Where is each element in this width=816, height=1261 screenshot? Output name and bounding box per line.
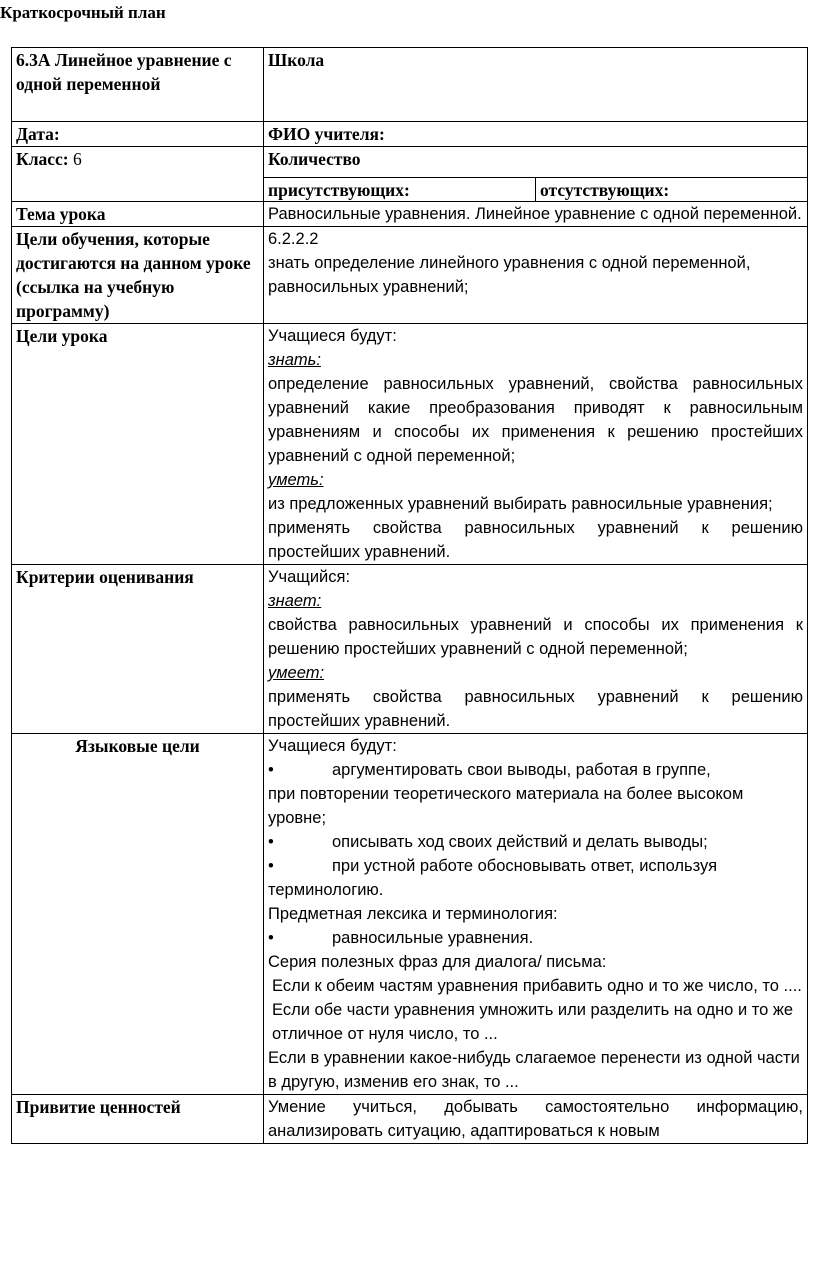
class-cell [12,147,264,202]
count-cell [264,147,808,202]
criteria-row [12,565,808,734]
lesson-goals-can-text-1: из предложенных уравнений выбирать равносильные уравнения; [268,495,773,513]
phrases-label: Серия полезных фраз для диалога/ письма: [268,953,607,971]
learning-goals-code: 6.2.2.2 [268,230,319,248]
criteria-cell [264,565,808,734]
bullet-text: аргументировать свои выводы, работая в группе, [332,761,711,779]
absent-label: отсутствующих: [535,178,807,202]
know-text-c: и способы их применения к решению простейших уравнений с одной переменной; [268,423,803,465]
language-goal-bullet-1 [268,758,803,782]
topic-value: Равносильные уравнения. Линейное уравнение с одной переменной. [264,202,808,227]
date-label: Дата: [12,122,264,147]
header-row-unit [12,48,808,122]
learning-goals-cell [264,227,808,324]
language-goals-row [12,734,808,1095]
language-goals-intro: Учащиеся будут: [268,737,397,755]
learning-goals-row [12,227,808,324]
bullet-dot: • [268,857,274,875]
phrase-1: Если к обеим частям уравнения прибавить одно и то же число, то .... [272,977,802,995]
vocab-item: равносильные уравнения. [332,929,534,947]
lesson-goals-cell [264,324,808,565]
language-goals-label: Языковые цели [12,734,264,1095]
document-title: Краткосрочный план [0,3,166,22]
bullet-text: описывать ход своих действий и делать выводы; [332,833,708,851]
vocab-label: Предметная лексика и терминология: [268,905,558,923]
school-label: Школа [264,48,808,122]
topic-label: Тема урока [12,202,264,227]
phrase-3: Если в уравнении какое-нибудь слагаемое перенести из одной части в другую, изменив его знак, то ... [268,1049,800,1091]
present-label: присутствующих: [268,180,410,200]
lesson-goals-intro: Учащиеся будут: [268,327,397,345]
bullet-dot: • [268,929,274,947]
bullet-dot: • [268,761,274,779]
lesson-goals-row [12,324,808,565]
class-label: Класс: [16,149,69,169]
criteria-can-text: применять свойства равносильных уравнений к решению простейших уравнений. [268,688,803,730]
lesson-goals-know-text [268,372,803,468]
header-row-date [12,122,808,147]
lesson-goals-can-label: уметь: [268,471,324,489]
values-text: Умение учиться, добывать самостоятельно информацию, анализировать ситуацию, адаптироваться к новым [264,1095,808,1144]
criteria-knows-label: знает: [268,592,322,610]
language-goal-bullet-1-cont: при повторении теоретического материала на более высоком уровне; [268,785,744,827]
language-goal-bullet-3 [268,854,803,878]
bullet-text: при устной работе обосновывать ответ, используя [332,857,718,875]
count-label: Количество [268,149,361,169]
know-text-a: определение равносильных уравнений, свойства равносильных уравнений [268,375,803,417]
learning-goals-text: знать определение линейного уравнения с одной переменной, равносильных уравнений; [268,254,751,296]
unit-cell: 6.3А Линейное уравнение с одной переменной [12,48,264,122]
attendance-subrow [264,177,807,202]
values-row [12,1095,808,1144]
criteria-can-label: умеет: [268,664,325,682]
values-label: Привитие ценностей [12,1095,264,1144]
criteria-knows-text: свойства равносильных уравнений и способы их применения к решению простейших уравнений с одной переменной; [268,616,803,658]
topic-row [12,202,808,227]
lesson-goals-can-text-2: применять свойства равносильных уравнений к решению простейших уравнений. [268,519,803,561]
language-goal-bullet-3-cont: терминологию. [268,881,384,899]
header-row-class [12,147,808,202]
teacher-label: ФИО учителя: [264,122,808,147]
bullet-dot: • [268,833,274,851]
short-term-plan-table [11,47,808,1144]
know-text-b: какие преобразования приводят к равносильным уравнениям [268,399,803,441]
lesson-goals-label: Цели урока [12,324,264,565]
criteria-intro: Учащийся: [268,568,351,586]
phrase-2: Если обе части уравнения умножить или разделить на одно и то же отличное от нуля число, то ... [272,1001,794,1043]
learning-goals-label: Цели обучения, которые достигаются на данном уроке (ссылка на учебную программу) [12,227,264,324]
language-goals-cell [264,734,808,1095]
lesson-goals-know-label: знать: [268,351,321,369]
vocab-bullet [268,926,803,950]
language-goal-bullet-2 [268,830,803,854]
class-value: 6 [73,149,82,169]
criteria-label: Критерии оценивания [12,565,264,734]
